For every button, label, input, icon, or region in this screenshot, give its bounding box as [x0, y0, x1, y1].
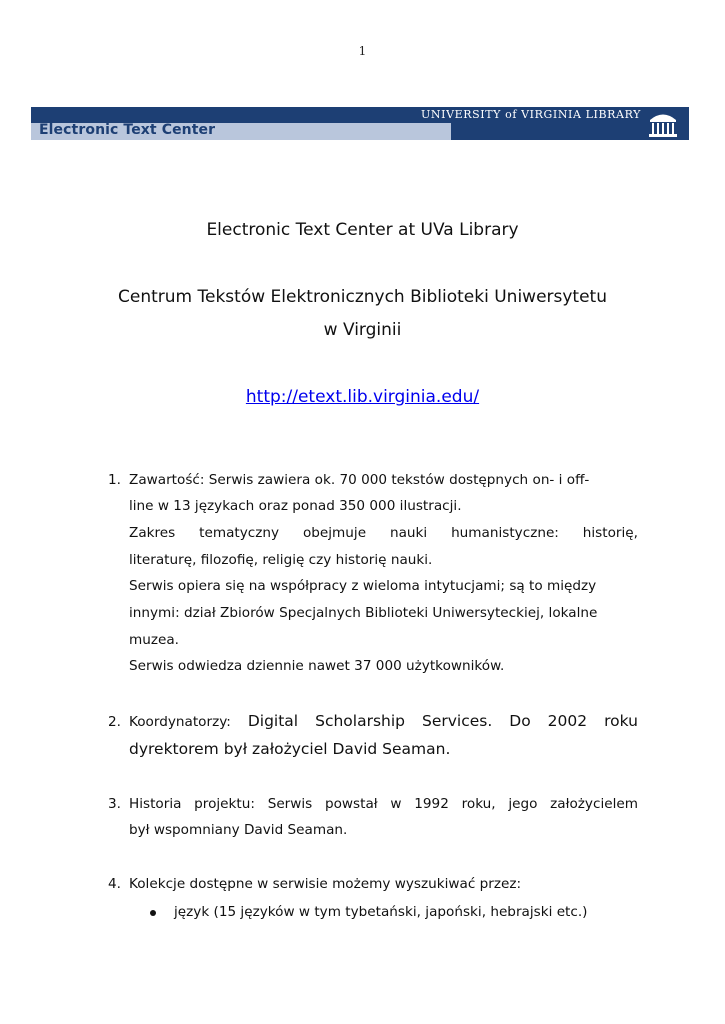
- coordinators-label: Koordynatorzy:: [129, 714, 231, 730]
- page-number: 1: [358, 44, 367, 58]
- word: Do: [509, 712, 531, 730]
- item-text: dyrektorem był założyciel David Seaman.: [129, 740, 451, 758]
- item-text: Serwis opiera się na współpracy z wieloma intytucjami; są to między: [129, 578, 597, 594]
- item-text: był wspomniany David Seaman.: [129, 822, 348, 838]
- word: Zakres: [129, 525, 176, 541]
- word: roku,: [461, 796, 496, 812]
- item-text: Serwis odwiedza dziennie nawet 37 000 użytkowników.: [129, 658, 505, 674]
- word: humanistyczne:: [451, 525, 559, 541]
- word: jego: [508, 796, 538, 812]
- item-text: innymi: dział Zbiorów Specjalnych Biblioteki Uniwersyteckiej, lokalne: [129, 605, 598, 621]
- word: Services.: [421, 712, 493, 730]
- item-text: muzea.: [129, 632, 180, 648]
- item-text: literaturę, filozofię, religię czy historię nauki.: [129, 552, 433, 568]
- item-text: line w 13 językach oraz ponad 350 000 ilustracji.: [129, 498, 462, 514]
- word: Scholarship: [315, 712, 405, 730]
- word: obejmuje: [302, 525, 367, 541]
- item-number: 3.: [108, 796, 121, 812]
- university-library-logo-text: UNIVERSITY of VIRGINIA LIBRARY: [421, 108, 641, 121]
- word: historię,: [582, 525, 638, 541]
- word: projektu:: [194, 796, 255, 812]
- word: nauki: [389, 525, 428, 541]
- bullet-item: [108, 904, 638, 924]
- word: tematyczny: [199, 525, 280, 541]
- word: Historia: [129, 796, 182, 812]
- item-text: Zawartość: Serwis zawiera ok. 70 000 tekstów dostępnych on- i off-: [129, 472, 590, 488]
- item-number: 1.: [108, 472, 121, 488]
- word: roku: [604, 712, 638, 730]
- word: 1992: [414, 796, 449, 812]
- heading-english: Electronic Text Center at UVa Library: [206, 220, 519, 240]
- bullet-dot-icon: [150, 910, 156, 916]
- item-text: [129, 525, 638, 541]
- rotunda-icon: [647, 109, 679, 138]
- word: w: [390, 796, 402, 812]
- item-text: [129, 796, 638, 812]
- banner-title: Electronic Text Center: [39, 122, 216, 138]
- word: założycielem: [550, 796, 638, 812]
- etext-center-banner: [31, 107, 689, 140]
- word: powstał: [324, 796, 378, 812]
- etext-url-link[interactable]: http://etext.lib.virginia.edu/: [245, 387, 480, 407]
- item-number: 2.: [108, 714, 121, 730]
- bullet-text: język (15 języków w tym tybetański, japoński, hebrajski etc.): [174, 904, 588, 920]
- item-number: 4.: [108, 876, 121, 892]
- word: Serwis: [267, 796, 313, 812]
- word: 2002: [547, 712, 588, 730]
- heading-polish-line2: w Virginii: [323, 320, 402, 340]
- heading-polish-line1: Centrum Tekstów Elektronicznych Biblioteki Uniwersytetu: [118, 287, 607, 307]
- item-text: Kolekcje dostępne w serwisie możemy wyszukiwać przez:: [129, 876, 522, 892]
- word: Digital: [247, 712, 299, 730]
- item-text: [129, 712, 638, 730]
